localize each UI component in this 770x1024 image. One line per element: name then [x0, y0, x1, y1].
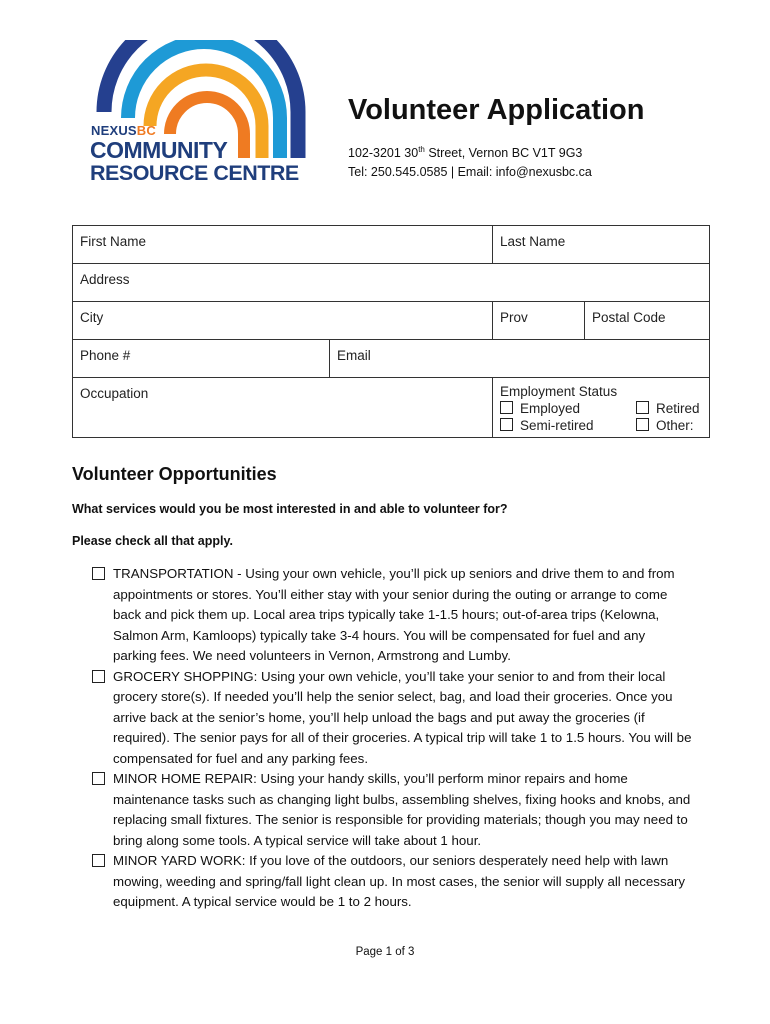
checkbox-icon[interactable]: [500, 418, 513, 431]
checkbox-icon[interactable]: [92, 670, 105, 683]
occupation-field[interactable]: [73, 378, 493, 438]
phone-field[interactable]: [73, 340, 330, 378]
employment-status-cell: [493, 378, 710, 438]
postal-code-label: Postal Code: [592, 310, 666, 325]
city-label: City: [80, 310, 104, 325]
other-option[interactable]: Other:: [636, 418, 736, 433]
last-name-field[interactable]: [493, 226, 710, 264]
address-label: Address: [80, 272, 130, 287]
question-text: What services would you be most interested in and able to volunteer for?: [72, 502, 508, 516]
checkbox-icon[interactable]: [500, 401, 513, 414]
occupation-label: Occupation: [80, 386, 149, 401]
checkbox-icon[interactable]: [92, 567, 105, 580]
logo: [78, 40, 318, 190]
prov-label: Prov: [500, 310, 528, 325]
instruction-text: Please check all that apply.: [72, 534, 233, 548]
applicant-info-form: [72, 225, 710, 438]
city-field[interactable]: [73, 302, 493, 340]
section-title: Volunteer Opportunities: [72, 464, 277, 484]
option-minor-home-repair: MINOR HOME REPAIR: Using your handy skills, you’ll perform minor repairs and home maintenance tasks such as changing light bulbs, assembling shelves, fixing hooks and knobs, and replacing small fixtures. The senior is responsible for providing materials; though you may need to bring along some tools. A typical service will take about 1 hour.: [92, 769, 692, 851]
checkbox-icon[interactable]: [636, 418, 649, 431]
first-name-field[interactable]: [73, 226, 493, 264]
retired-option[interactable]: Retired: [636, 401, 736, 416]
page-title: Volunteer Application: [348, 94, 645, 126]
logo-nexus-text: NEXUSBC: [91, 123, 156, 138]
employment-status-label: Employment Status: [500, 384, 618, 399]
option-grocery-shopping: GROCERY SHOPPING: Using your own vehicle, you’ll take your senior to and from their local grocery store(s). If needed you’ll help the senior select, bag, and load their groceries. Once you arrive back at the senior’s home, you’ll help unload the bags and put away the groceries (if required). The senior pays for all of their groceries. A typical trip will take 1 to 1.5 hours. You will be compensated for fuel and any parking fees.: [92, 667, 692, 770]
address-field[interactable]: [73, 264, 710, 302]
page-number: Page 1 of 3: [355, 946, 415, 958]
email-field[interactable]: [330, 340, 710, 378]
address-line: 102-3201 30th Street, Vernon BC V1T 9G3: [348, 145, 583, 161]
prov-field[interactable]: [493, 302, 585, 339]
checkbox-icon[interactable]: [92, 772, 105, 785]
volunteer-options-list: [92, 564, 692, 913]
logo-community-text: COMMUNITY: [90, 137, 228, 163]
prov-postal-cell: [493, 302, 710, 340]
logo-resource-centre-text: RESOURCE CENTRE: [90, 161, 299, 185]
phone-label: Phone #: [80, 348, 131, 363]
semi-retired-option[interactable]: Semi-retired: [500, 418, 636, 433]
checkbox-icon[interactable]: [636, 401, 649, 414]
option-transportation: TRANSPORTATION - Using your own vehicle, you’ll pick up seniors and drive them to and from appointments or stores. You’ll either stay with your senior during the outing or arrange to come back and pick them up. Local area trips typically take 1-1.5 hours; out-of-area trips (Kelowna, Salmon Arm, Kamloops) typically take 3-4 hours. You will be compensated for fuel and any parking fees. We need volunteers in Vernon, Armstrong and Lumby.: [92, 564, 692, 667]
contact-line: Tel: 250.545.0585 | Email: info@nexusbc.ca: [348, 165, 592, 179]
first-name-label: First Name: [80, 234, 147, 249]
checkbox-icon[interactable]: [92, 854, 105, 867]
employed-option[interactable]: Employed: [500, 401, 636, 416]
last-name-label: Last Name: [500, 234, 566, 249]
postal-code-field[interactable]: [585, 302, 673, 339]
option-minor-yard-work: MINOR YARD WORK: If you love of the outdoors, our seniors desperately need help with lawn mowing, weeding and spring/fall light clean up. In most cases, the senior will supply all necessary equipment. A typical service would be 1 to 2 hours.: [92, 851, 692, 913]
email-label: Email: [337, 348, 371, 363]
